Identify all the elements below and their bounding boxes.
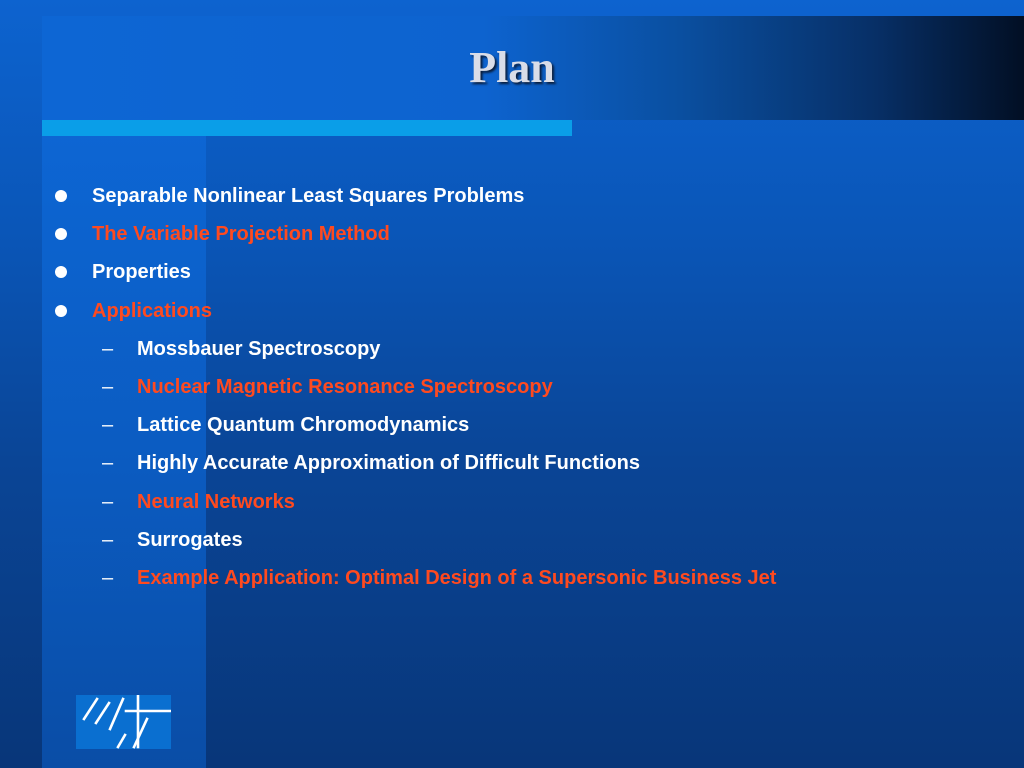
sub-list-item-text: Example Application: Optimal Design of a Supersonic Business Jet — [137, 566, 777, 589]
bullet-dot-icon — [55, 190, 67, 202]
list-item-text: The Variable Projection Method — [92, 223, 390, 246]
slide-title: Plan — [469, 43, 555, 92]
sub-list-item-text: Surrogates — [137, 528, 243, 551]
list-item-text: Separable Nonlinear Least Squares Problems — [92, 185, 525, 207]
sub-list-item — [52, 333, 952, 371]
bullet-dot-icon — [55, 305, 67, 317]
dash-icon: – — [102, 414, 114, 437]
sub-list-item-text: Highly Accurate Approximation of Difficult Functions — [137, 452, 640, 475]
sub-list-item — [52, 486, 952, 524]
sub-list-item — [52, 409, 952, 447]
dash-icon: – — [102, 337, 114, 360]
sub-list-item-text: Nuclear Magnetic Resonance Spectroscopy — [137, 375, 553, 398]
dash-icon: – — [102, 566, 114, 589]
list-item-text: Applications — [92, 299, 213, 322]
sub-list-item-text: Neural Networks — [137, 490, 295, 513]
sub-list-item-text: Lattice Quantum Chromodynamics — [137, 414, 470, 437]
list-item — [52, 295, 952, 333]
dash-icon: – — [102, 452, 114, 475]
list-item — [52, 180, 952, 218]
list-item — [52, 218, 952, 256]
sub-list-item — [52, 524, 952, 562]
bullet-list — [52, 180, 952, 600]
sub-list-item — [52, 371, 952, 409]
list-item — [52, 256, 952, 294]
list-item-text: Properties — [92, 261, 191, 284]
dash-icon: – — [102, 490, 114, 513]
university-logo-icon — [76, 695, 171, 749]
sub-list-item — [52, 562, 952, 600]
bullet-dot-icon — [55, 266, 67, 278]
sub-list-item — [52, 447, 952, 485]
sub-list-item-text: Mossbauer Spectroscopy — [137, 337, 381, 360]
dash-icon: – — [102, 528, 114, 551]
dash-icon: – — [102, 375, 114, 398]
bullet-dot-icon — [55, 228, 67, 240]
accent-bar — [42, 120, 572, 136]
